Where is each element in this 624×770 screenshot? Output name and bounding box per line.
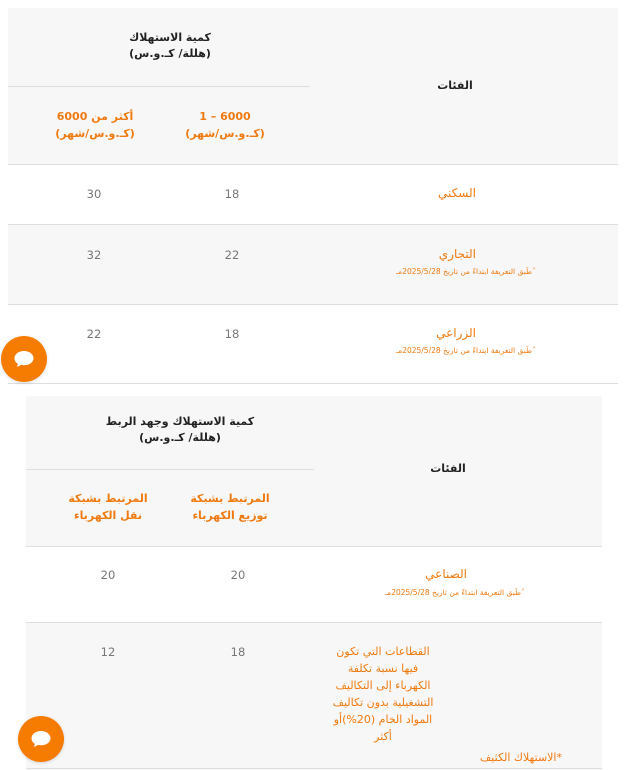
row-tier2-value: 22 [86, 327, 102, 341]
chat-bubble-icon [13, 350, 35, 368]
table2-transmission-header: المرتبط بشبكة نقل الكهرباء [68, 492, 148, 522]
chat-bubble-icon [30, 730, 52, 748]
row-tier2-value: 30 [86, 187, 102, 201]
table1-tier2-header: أكثر من 6000 (كـ.و.س/شهر) [55, 110, 135, 140]
chat-button[interactable] [1, 336, 47, 382]
row-tier1-value: 18 [224, 327, 240, 341]
table-row [26, 547, 602, 622]
chat-button[interactable] [18, 716, 64, 762]
row-category: السكني [438, 186, 476, 200]
table2-category-header: الفئات [430, 462, 466, 475]
row-category: الاستهلاك الكثيف* [479, 751, 562, 764]
table1-tier1-header: 1 – 6000 (كـ.و.س/شهر) [185, 110, 265, 140]
table1-category-header: الفئات [437, 79, 473, 92]
table-row [8, 305, 618, 383]
row-tier2-value: 32 [86, 248, 102, 262]
row-note: ُطَبق التعريفة ابتداءً من تاريخ 2025/5/28مـ [384, 588, 521, 597]
table2-consumption-header: كمية الاستهلاك وجهد الربط (هللة/ كـ.و.س) [105, 415, 255, 444]
row-tier1-value: 22 [224, 248, 240, 262]
row-category: التجاري [438, 247, 476, 261]
row-note: ُطَبق التعريفة ابتداءً من تاريخ 2025/5/28مـ [395, 346, 532, 355]
row-category: الصناعي [425, 567, 467, 581]
row-note: ُطَبق التعريفة ابتداءً من تاريخ 2025/5/28مـ [395, 267, 532, 276]
row-transmission-value: 12 [100, 645, 116, 659]
table2-distribution-header: المرتبط بشبكة توزيع الكهرباء [190, 492, 270, 522]
row-description: القطاعات التي تكون فيها نسبة تكلفة الكهرباء إلى التكاليف التشغيلية بدون تكاليف المواد الخام (20%)أو أكثر [332, 645, 434, 743]
row-distribution-value: 20 [230, 568, 246, 582]
table1-consumption-header: كمية الاستهلاك (هللة/ كـ.و.س) [129, 31, 211, 60]
row-distribution-value: 18 [230, 645, 246, 659]
row-transmission-value: 20 [100, 568, 116, 582]
table-row [8, 225, 618, 304]
row-tier1-value: 18 [224, 187, 240, 201]
row-category: الزراعي [436, 326, 476, 340]
